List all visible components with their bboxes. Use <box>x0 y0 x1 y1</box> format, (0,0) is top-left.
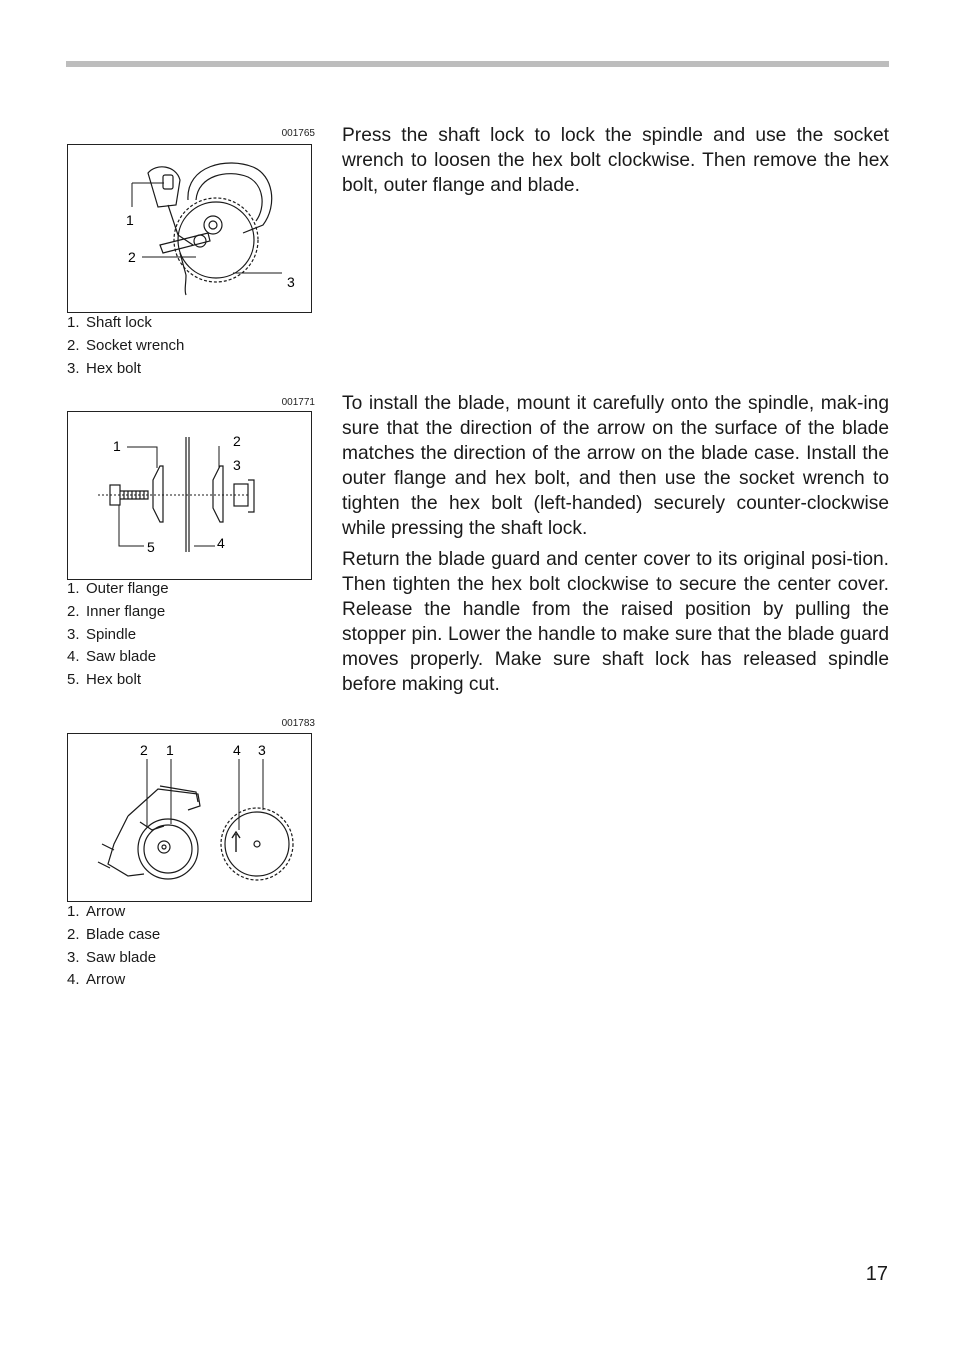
legend-item: 2. Inner flange <box>67 602 166 620</box>
figure-code: 001783 <box>281 718 315 729</box>
legend-item: 2. Socket wrench <box>67 336 185 354</box>
legend-item: 1. Outer flange <box>67 580 169 597</box>
figure-blade-assembly <box>67 411 312 580</box>
legend-item: 2. Blade case <box>67 925 161 943</box>
legend-item: 1. Arrow <box>67 903 126 920</box>
legend-item: 3. Saw blade <box>67 948 157 966</box>
legend-item: 5. Hex bolt <box>67 671 142 689</box>
legend-figure-3 <box>67 901 317 992</box>
blade-assembly-illustration <box>68 412 310 578</box>
callout-2: 2 <box>140 742 148 758</box>
legend-item: 3. Hex bolt <box>67 359 142 377</box>
header-rule <box>66 61 889 67</box>
legend-item: 4. Arrow <box>67 971 126 989</box>
legend-figure-1 <box>67 312 317 380</box>
callout-1: 1 <box>166 742 174 758</box>
paragraph-install-blade: To install the blade, mount it carefully onto the spindle, mak-ing sure that the direction of the arrow on the surface of the blade matches the direction of the arrow on the blade case. Install the outer flange and hex bolt, and then use the socket wrench to tighten the hex bolt (left-handed) securely counter-clockwise while pressing the shaft lock. <box>342 393 889 539</box>
shaft-lock-illustration <box>68 145 310 311</box>
figure-code: 001771 <box>281 397 315 408</box>
callout-3: 3 <box>258 742 266 758</box>
paragraph-remove-blade: Press the shaft lock to lock the spindle and use the socket wrench to loosen the hex bolt clockwise. Then remove the hex bolt, outer flange and blade. <box>342 125 889 196</box>
legend-item: 3. Spindle <box>67 625 137 643</box>
arrow-direction-illustration <box>68 734 310 900</box>
callout-4: 4 <box>217 535 225 551</box>
figure-code: 001765 <box>281 128 315 139</box>
figure-arrow-direction <box>67 733 312 902</box>
callout-4: 4 <box>233 742 241 758</box>
legend-item: 4. Saw blade <box>67 648 157 666</box>
page-number: 17 <box>865 1263 888 1285</box>
callout-1: 1 <box>126 212 134 228</box>
callout-1: 1 <box>113 438 121 454</box>
figure-shaft-lock <box>67 144 312 313</box>
callout-5: 5 <box>147 539 155 555</box>
callout-2: 2 <box>128 249 136 265</box>
callout-2: 2 <box>233 433 241 449</box>
callout-3: 3 <box>287 274 295 290</box>
callout-3: 3 <box>233 457 241 473</box>
legend-figure-2 <box>67 578 317 692</box>
paragraph-return-guard: Return the blade guard and center cover to its original posi-tion. Then tighten the hex bolt clockwise to secure the center cover. Release the handle from the raised position by pulling the stopper pin. Lower the handle to make sure that the blade guard moves properly. Make sure shaft lock has released spindle before making cut. <box>342 549 889 695</box>
legend-item: 1. Shaft lock <box>67 314 152 331</box>
